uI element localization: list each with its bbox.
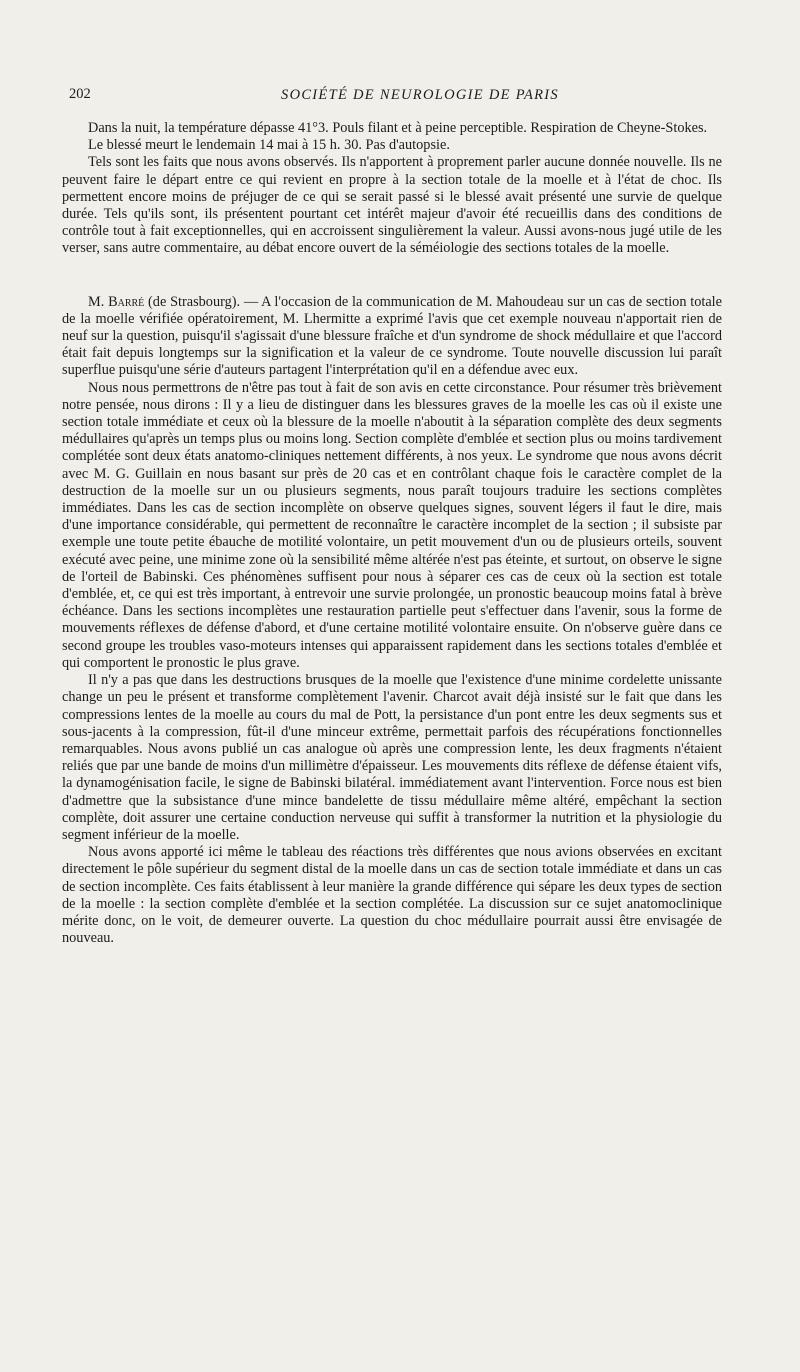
paragraph-text: (de Strasbourg). — A l'occasion de la communication de M. Mahoudeau sur un cas de section totale de la moelle vérifiée opératoirement, M. Lhermitte a exprimé l'avis que cet exemple nouveau n'apportait rien de neuf sur la question, puisqu'il s'agissait d'une blessure fraîche et d'un syndrome de shock médullaire et que l'accord était fait depuis longtemps sur la signification et la valeur de ce syndrome. Toute nouvelle discussion lui paraît superflue puisqu'une série d'auteurs partagent l'interprétation qu'il en a défendue avec eux. — [62, 293, 722, 379]
running-title: SOCIÉTÉ DE NEUROLOGIE DE PARIS — [281, 87, 559, 103]
paragraph: Tels sont les faits que nous avons observés. Ils n'apportent à proprement parler aucune donnée nouvelle. Ils ne peuvent faire le départ entre ce qui revient en propre à la section totale de la moelle et à l'état de choc. Ils permettent encore moins de préjuger de ce qui se serait passé si le blessé avait présenté une survie de quelque durée. Tels qu'ils sont, ils présentent pourtant cet intérêt majeur d'avoir été recueillis dans des conditions de contrôle tout à fait exceptionnelles, qui en accroissent singulièrement la valeur. Aussi avons-nous jugé utile de les verser, sans autre commentaire, au débat encore ouvert de la séméiologie des sections totales de la moelle. — [62, 154, 722, 257]
page-number: 202 — [69, 86, 91, 102]
paragraph: Le blessé meurt le lendemain 14 mai à 15 h. 30. Pas d'autopsie. — [88, 137, 450, 154]
paragraph-barre-intro — [62, 294, 722, 380]
paragraph: Il n'y a pas que dans les destructions brusques de la moelle que l'existence d'une minime cordelette unissante change un peu le présent et transforme complètement l'avenir. Charcot avait déjà insisté sur le fait que dans les compressions lentes de la moelle au cours du mal de Pott, la persistance d'un pont entre les deux segments sus et sous-jacents à la compression, fût-il d'une minceur extrême, permettait parfois des récupérations fonctionnelles remarquables. Nous avons publié un cas analogue où après une compression lente, les deux fragments n'étaient reliés que par une bande de moins d'un millimètre d'épaisseur. Les mouvements dits réflexe de défense étaient vifs, la dynamogénisation facile, le signe de Babinski bilatéral. immédiatement avant l'intervention. Force nous est bien d'admettre que la subsistance d'une mince bandelette de tissu médullaire même altéré, empêchant la section complète, doit assurer une certaine conduction nerveuse qui suffit à transformer la nutrition et la physiologie du segment inférieur de la moelle. — [62, 672, 722, 843]
paragraph: Nous nous permettrons de n'être pas tout à fait de son avis en cette circonstance. Pour résumer très brièvement notre pensée, nous dirons : Il y a lieu de distinguer dans les blessures graves de la moelle les cas où il existe une section totale immédiate et ceux où la blessure de la moelle n'aboutit à la séparation complète des deux segments médullaires qu'après un temps plus ou moins long. Section complète d'emblée et section plus ou moins tardivement complétée sont deux états anatomo-cliniques nettement différents, à nos yeux. Le syndrome que nous avons décrit avec M. G. Guillain en nous basant sur près de 20 cas et en contrôlant chaque fois le caractère complet de la destruction de la moelle sur un ou plusieurs segments, nous paraît toujours traduire les sections complètes immédiates. Dans les cas de section incomplète on observe quelques signes, souvent légers il faut le dire, mais d'une importance considérable, qui permettent de reconnaître le caractère incomplet de la section ; il subsiste par exemple une toute petite ébauche de motilité volontaire, un petit mouvement d'un ou de plusieurs orteils, souvent exécuté avec peine, une minime zone où la sensibilité même altérée n'est pas éteinte, et surtout, on observe le signe de l'orteil de Babinski. Ces phénomènes suffisent pour nous à séparer ces cas de ceux où la section est totale d'emblée, et, ce qui est très important, à entrevoir une survie prolongée, un pronostic beaucoup moins fatal à brève échéance. Dans les sections incomplètes une restauration partielle peut s'effectuer dans l'avenir, sous la forme de mouvements réflexes de défense d'abord, et d'une certaine motilité volontaire ensuite. On n'observe guère dans ce second groupe les troubles vaso-moteurs intenses qui apparaissent rapidement dans les sections totales d'emblée et qui comportent le pronostic le plus grave. — [62, 379, 722, 671]
paragraph: Dans la nuit, la température dépasse 41°3. Pouls filant et à peine perceptible. Respiration de Cheyne-Stokes. — [88, 120, 708, 136]
author-name: Barré — [108, 293, 145, 310]
author-prefix: M. — [88, 293, 109, 310]
section-gap — [62, 258, 722, 294]
article-body — [62, 120, 722, 947]
paragraph: Nous avons apporté ici même le tableau des réactions très différentes que nous avions observées en excitant directement le pôle supérieur du segment distal de la moelle dans un cas de section totale immédiate et dans un cas de section incomplète. Ces faits établissent à leur manière la grande différence qui sépare les deux types de section de la moelle : la section complète d'emblée et la section complétée. La discussion sur ce sujet anatomoclinique mérite donc, on le voit, de demeurer ouverte. La question du choc médullaire pourrait aussi être envisagée de nouveau. — [62, 844, 722, 947]
